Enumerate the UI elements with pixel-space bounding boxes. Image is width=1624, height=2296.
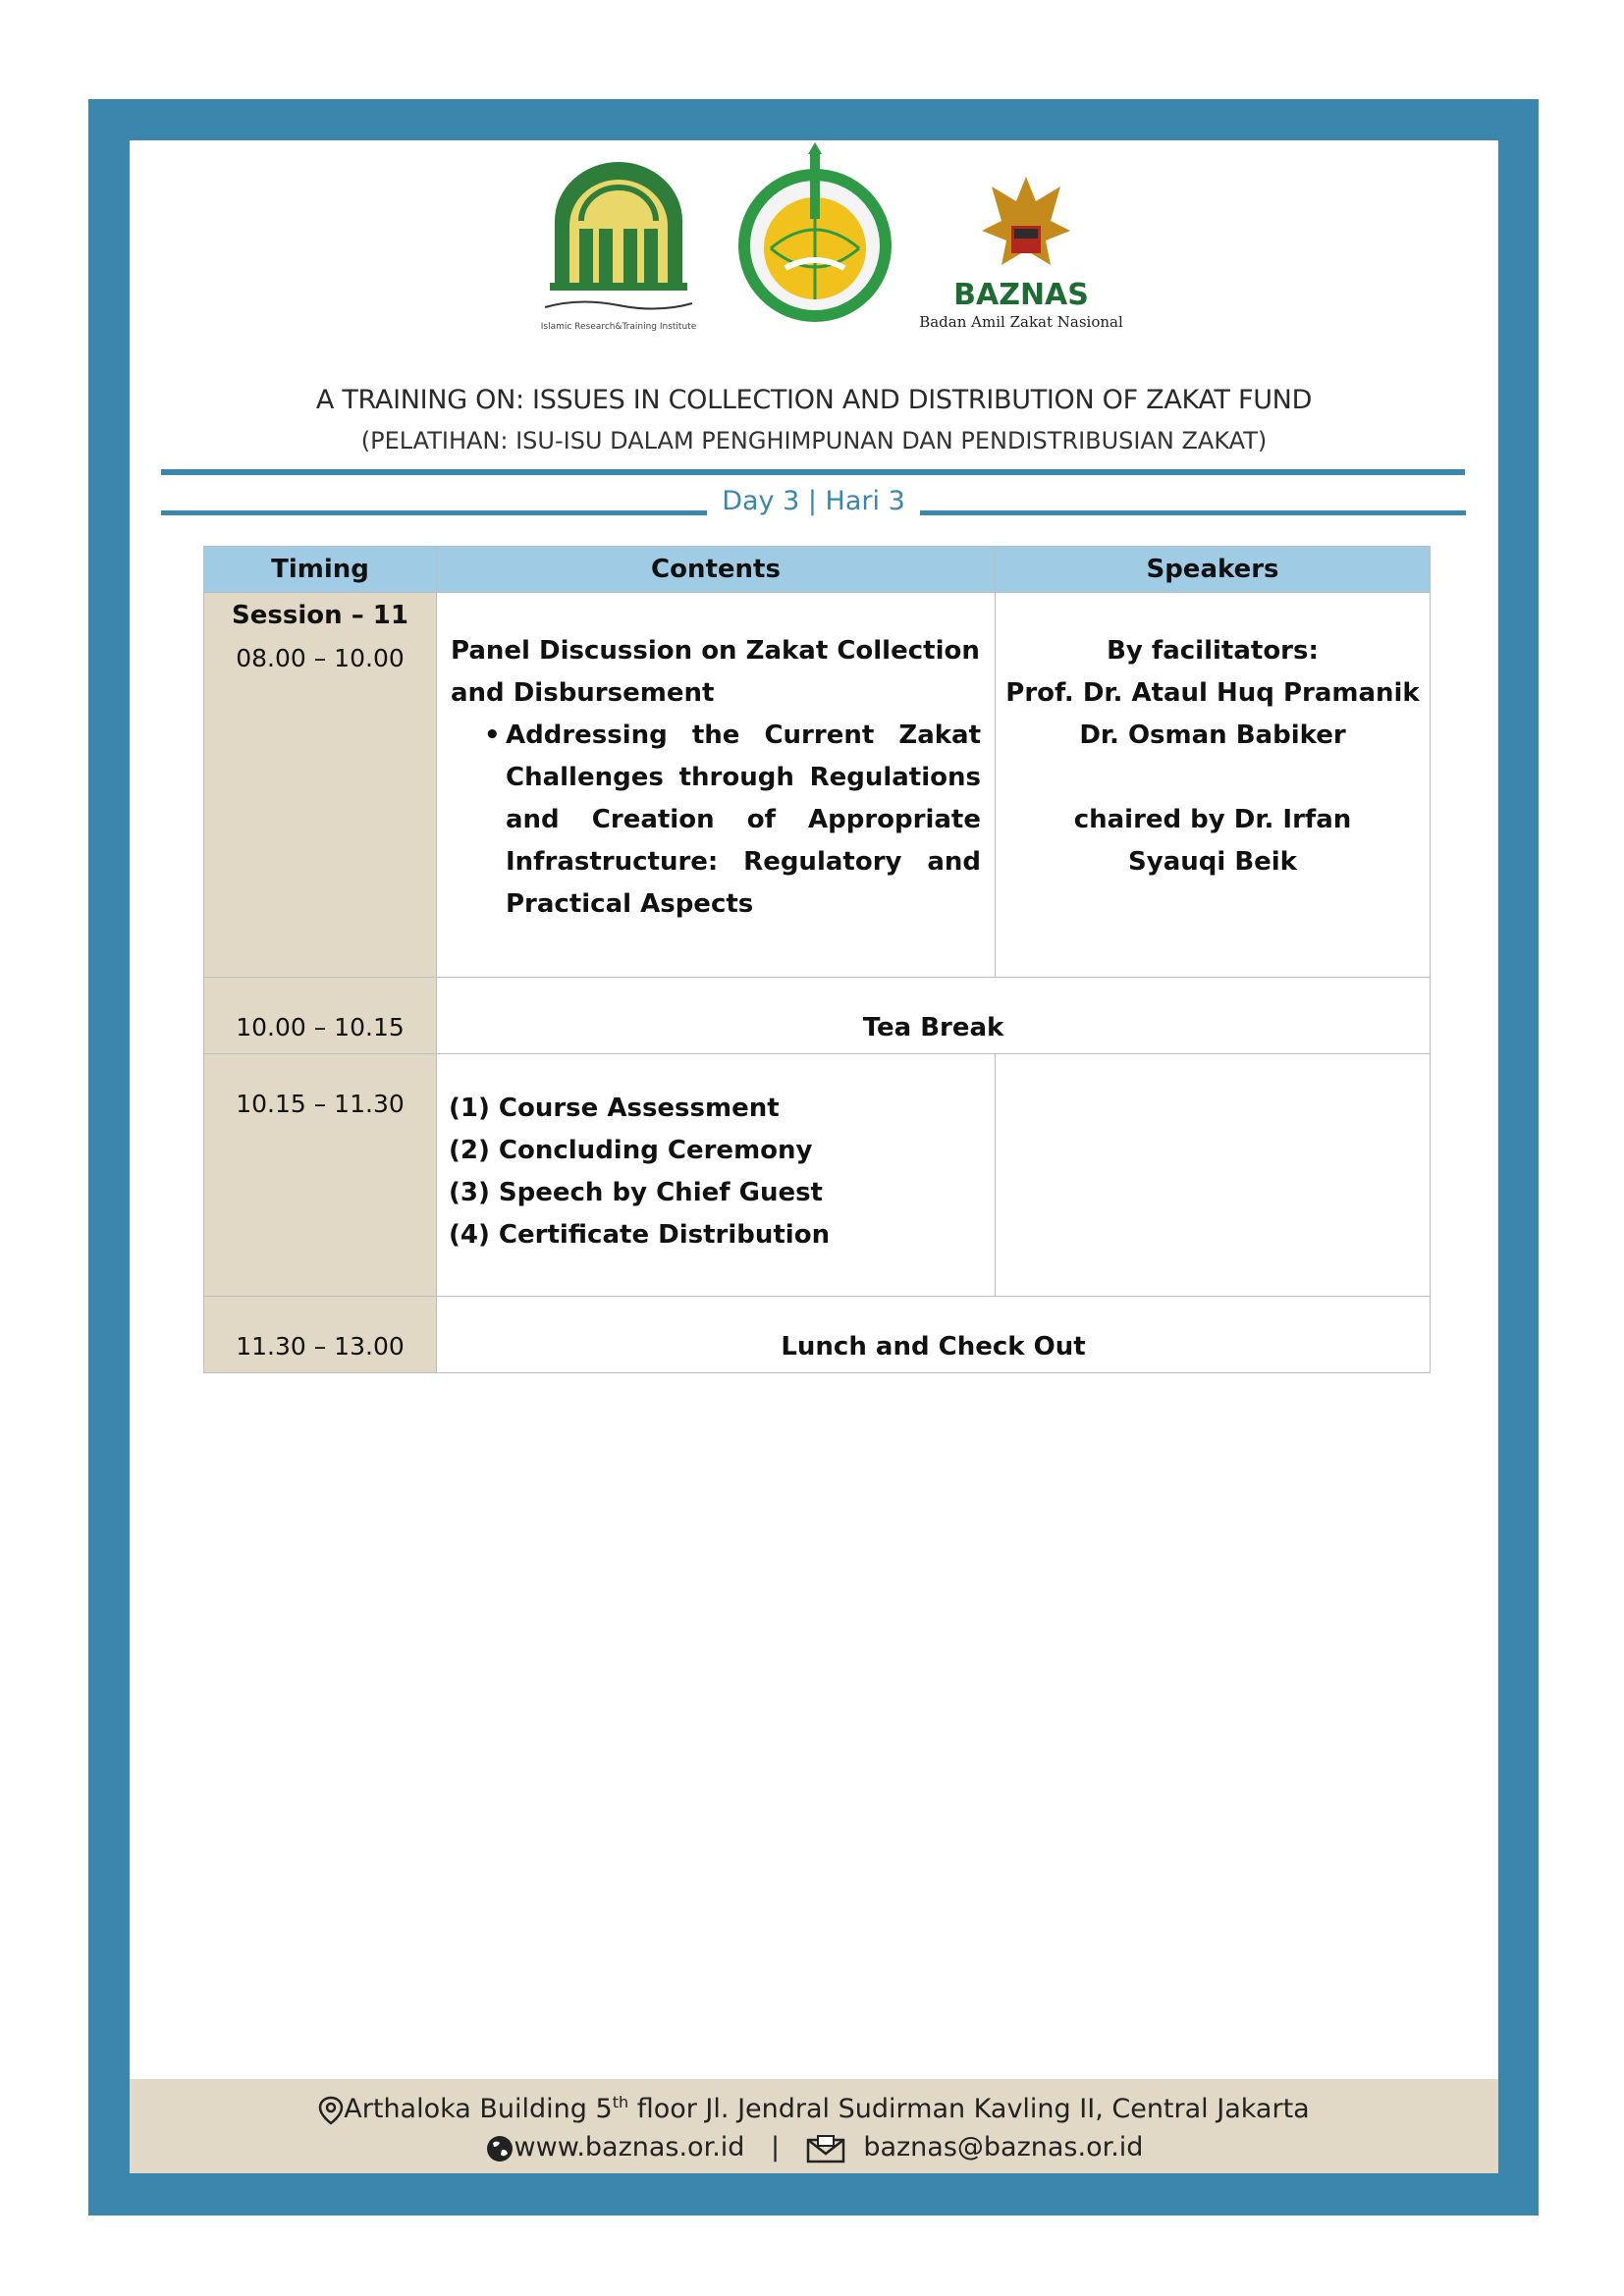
panel-title: Panel Discussion on Zakat Collection and Disbursement [451, 636, 980, 708]
timing-cell [204, 978, 437, 1054]
list-item: (1) Course Assessment [449, 1094, 780, 1123]
footer [130, 2079, 1498, 2173]
table-row [204, 978, 1431, 1054]
session-time: 10.15 – 11.30 [236, 1090, 405, 1118]
break-time: 10.00 – 10.15 [236, 1013, 405, 1041]
page-subtitle: (PELATIHAN: ISU-ISU DALAM PENGHIMPUNAN DAN PENDISTRIBUSIAN ZAKAT) [360, 427, 1268, 454]
email-icon [806, 2134, 845, 2163]
table-row [204, 593, 1431, 978]
day-label: Day 3 | Hari 3 [722, 486, 905, 516]
header-timing: Timing [204, 547, 437, 593]
break-time: 11.30 – 13.00 [236, 1332, 405, 1361]
list-item: (2) Concluding Ceremony [449, 1136, 813, 1165]
speaker-name: Prof. Dr. Ataul Huq Pramanik [1005, 678, 1420, 708]
bullet-dot-icon: • [484, 721, 501, 750]
contact-separator: | [771, 2132, 781, 2163]
day-divider-left [161, 510, 707, 515]
footer-contacts [130, 2132, 1498, 2163]
website-link[interactable]: www.baznas.or.id [514, 2132, 745, 2163]
speaker-name: Dr. Osman Babiker [1079, 721, 1346, 750]
break-label: Tea Break [862, 1013, 1004, 1042]
session-time: 08.00 – 10.00 [236, 644, 405, 672]
footer-address [130, 2093, 1498, 2125]
bullet-text: Addressing the Current Zakat Challenges through Regulations and Creation of Appropriate Infrastructure: Regulatory and Practical Aspects [506, 721, 981, 919]
timing-cell [204, 1297, 437, 1373]
page-title: A TRAINING ON: ISSUES IN COLLECTION AND DISTRIBUTION OF ZAKAT FUND [315, 385, 1313, 415]
speakers-by: By facilitators: [1107, 636, 1319, 666]
chair-name: chaired by Dr. Irfan Syauqi Beik [1073, 805, 1352, 877]
address-sup: th [612, 2093, 629, 2111]
bullet-item [437, 715, 995, 967]
break-cell [437, 978, 1431, 1054]
logo-bar [511, 142, 1139, 339]
header-speakers: Speakers [996, 547, 1431, 593]
list-item: (4) Certificate Distribution [449, 1220, 831, 1250]
location-pin-icon [318, 2096, 344, 2125]
contents-cell [437, 593, 996, 978]
day-divider-right [920, 510, 1466, 515]
header-contents: Contents [437, 547, 996, 593]
table-header-row [204, 547, 1431, 593]
baznas-wordmark: BAZNAS [953, 278, 1089, 312]
table-row [204, 1054, 1431, 1297]
timing-cell [204, 593, 437, 978]
email-link[interactable]: baznas@baznas.or.id [863, 2132, 1144, 2163]
break-cell [437, 1297, 1431, 1373]
globe-icon [485, 2134, 514, 2163]
schedule-table [203, 546, 1431, 1373]
table-row [204, 1297, 1431, 1373]
timing-cell [204, 1054, 437, 1297]
address-text: floor Jl. Jendral Sudirman Kavling II, Central Jakarta [628, 2094, 1310, 2124]
baznas-fullname: Badan Amil Zakat Nasional [919, 313, 1123, 331]
session-label: Session – 11 [232, 601, 408, 630]
irti-caption: Islamic Research&Training Institute [540, 322, 697, 332]
irti-logo [520, 162, 717, 339]
isdb-logo [731, 142, 898, 324]
header-divider [161, 469, 1465, 475]
speakers-cell [996, 593, 1431, 978]
list-item: (3) Speech by Chief Guest [449, 1178, 823, 1207]
contents-cell [437, 1054, 996, 1297]
address-text: Arthaloka Building 5 [344, 2094, 613, 2124]
break-label: Lunch and Check Out [781, 1332, 1086, 1362]
speakers-cell [996, 1054, 1431, 1297]
